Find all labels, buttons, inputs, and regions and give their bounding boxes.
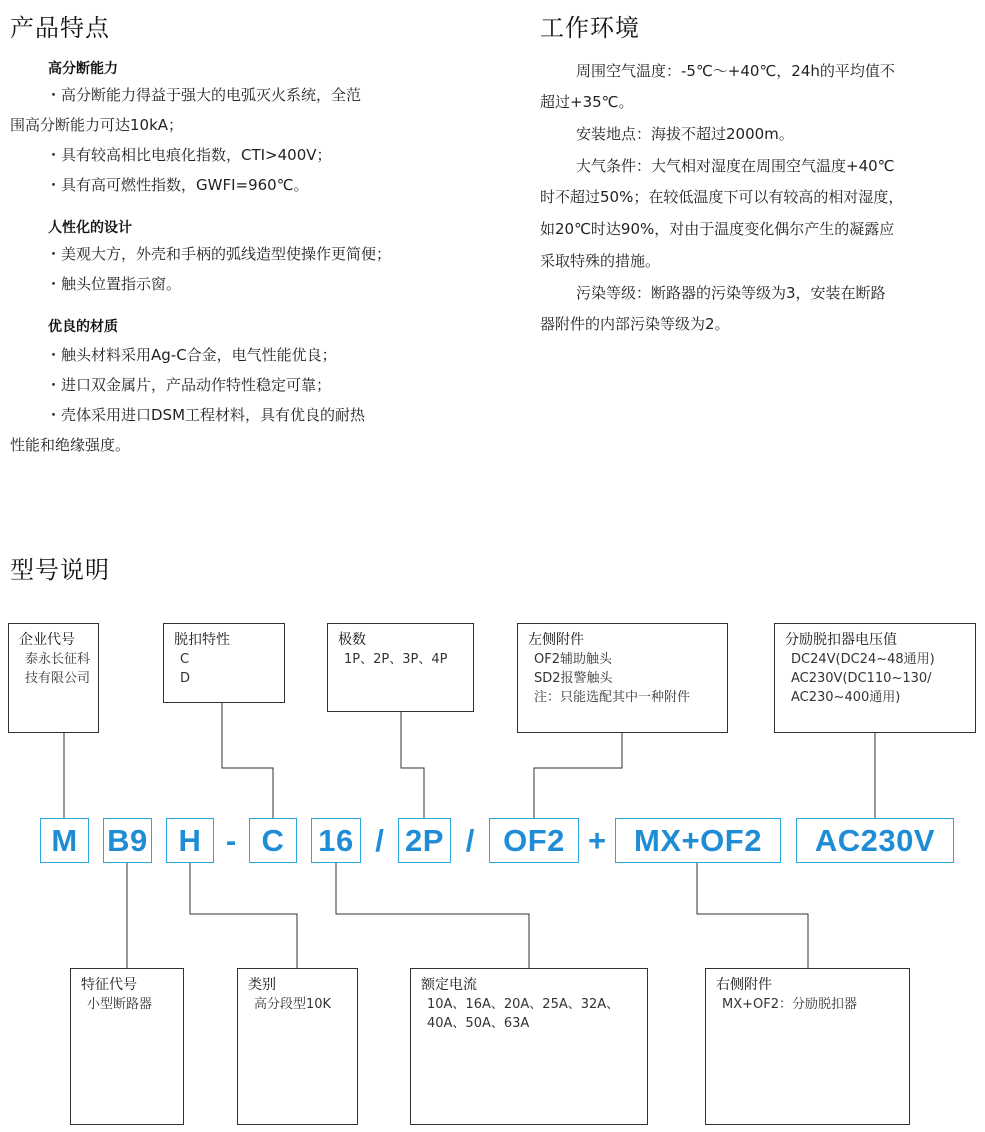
feature-line: 围高分断能力可达10kA； [10,116,184,134]
code-b9: B9 [103,818,152,863]
box-line: AC230~400通用) [791,690,901,705]
feature-line: ・触头材料采用Ag-C合金，电气性能优良； [46,346,337,364]
feature-line: ・高分断能力得益于强大的电弧灭火系统，全范 [46,86,362,104]
code-m: M [40,818,89,863]
environment-line: 器附件的内部污染等级为2。 [540,315,730,333]
box-line: DC24V(DC24~48通用) [791,652,935,667]
box-title: 额定电流 [421,977,477,993]
box-title: 分励脱扣器电压值 [785,632,897,648]
features-heading: 产品特点 [10,14,110,42]
environment-line: 污染等级：断路器的污染等级为3，安装在断路 [576,284,886,302]
feature-line: 性能和绝缘强度。 [10,436,131,454]
box-line: 注：只能选配其中一种附件 [534,690,691,705]
box-line: D [180,671,191,686]
box-title: 左侧附件 [528,632,584,648]
box-line: MX+OF2：分励脱扣器 [722,997,857,1012]
separator-slash: / [465,822,475,858]
box-title: 特征代号 [81,977,137,993]
environment-line: 如20℃时达90%，对由于温度变化偶尔产生的凝露应 [540,220,895,238]
code-2p: 2P [398,818,451,863]
box-line: 40A、50A、63A [427,1016,530,1031]
code-ac230v: AC230V [796,818,954,863]
box-title: 右侧附件 [716,977,772,993]
code-mx-of2: MX+OF2 [615,818,781,863]
environment-line: 时不超过50%；在较低温度下可以有较高的相对湿度， [540,188,904,206]
box-line: 1P、2P、3P、4P [344,652,448,667]
box-right-accessory [705,968,910,1125]
box-line: 10A、16A、20A、25A、32A、 [427,997,620,1012]
separator-dash: - [225,822,237,858]
box-poles [327,623,474,712]
box-line: C [180,652,190,667]
box-title: 企业代号 [19,632,75,648]
box-line: OF2辅助触头 [534,652,612,667]
box-line: 高分段型10K [254,997,332,1012]
model-heading: 型号说明 [10,556,110,584]
box-line: 技有限公司 [25,671,91,686]
box-line: AC230V(DC110~130/ [791,671,932,686]
environment-line: 安装地点：海拔不超过2000m。 [576,125,794,143]
box-left-accessory [517,623,728,733]
box-title: 脱扣特性 [174,632,230,648]
box-trip-characteristic [163,623,285,703]
feature-group-title: 高分断能力 [48,61,118,77]
feature-line: ・具有高可燃性指数，GWFI=960℃。 [46,176,309,194]
code-of2: OF2 [489,818,579,863]
box-title: 类别 [248,977,276,993]
box-line: 泰永长征科 [25,652,91,667]
box-title: 极数 [338,632,366,648]
environment-line: 周围空气温度：-5℃～+40℃，24h的平均值不 [576,62,895,80]
box-company-code [8,623,99,733]
feature-line: ・具有较高相比电痕化指数，CTI>400V； [46,146,332,164]
code-h: H [166,818,214,863]
box-rated-current [410,968,648,1125]
feature-line: ・壳体采用进口DSM工程材料，具有优良的耐热 [46,406,366,424]
separator-plus: + [587,822,607,858]
environment-line: 大气条件：大气相对湿度在周围空气温度+40℃ [576,157,895,175]
feature-group-title: 人性化的设计 [48,220,132,236]
code-c: C [249,818,297,863]
environment-line: 超过+35℃。 [540,93,634,111]
code-16: 16 [311,818,361,863]
separator-slash: / [375,822,384,858]
box-category [237,968,358,1125]
box-line: 小型断路器 [87,997,153,1012]
environment-line: 采取特殊的措施。 [540,252,661,270]
box-shunt-voltage [774,623,976,733]
box-line: SD2报警触头 [534,671,613,686]
feature-line: ・美观大方，外壳和手柄的弧线造型使操作更简便； [46,245,392,263]
feature-line: ・进口双金属片，产品动作特性稳定可靠； [46,376,332,394]
box-feature-code [70,968,184,1125]
environment-heading: 工作环境 [540,14,640,42]
feature-line: ・触头位置指示窗。 [46,275,182,293]
feature-group-title: 优良的材质 [48,319,118,335]
